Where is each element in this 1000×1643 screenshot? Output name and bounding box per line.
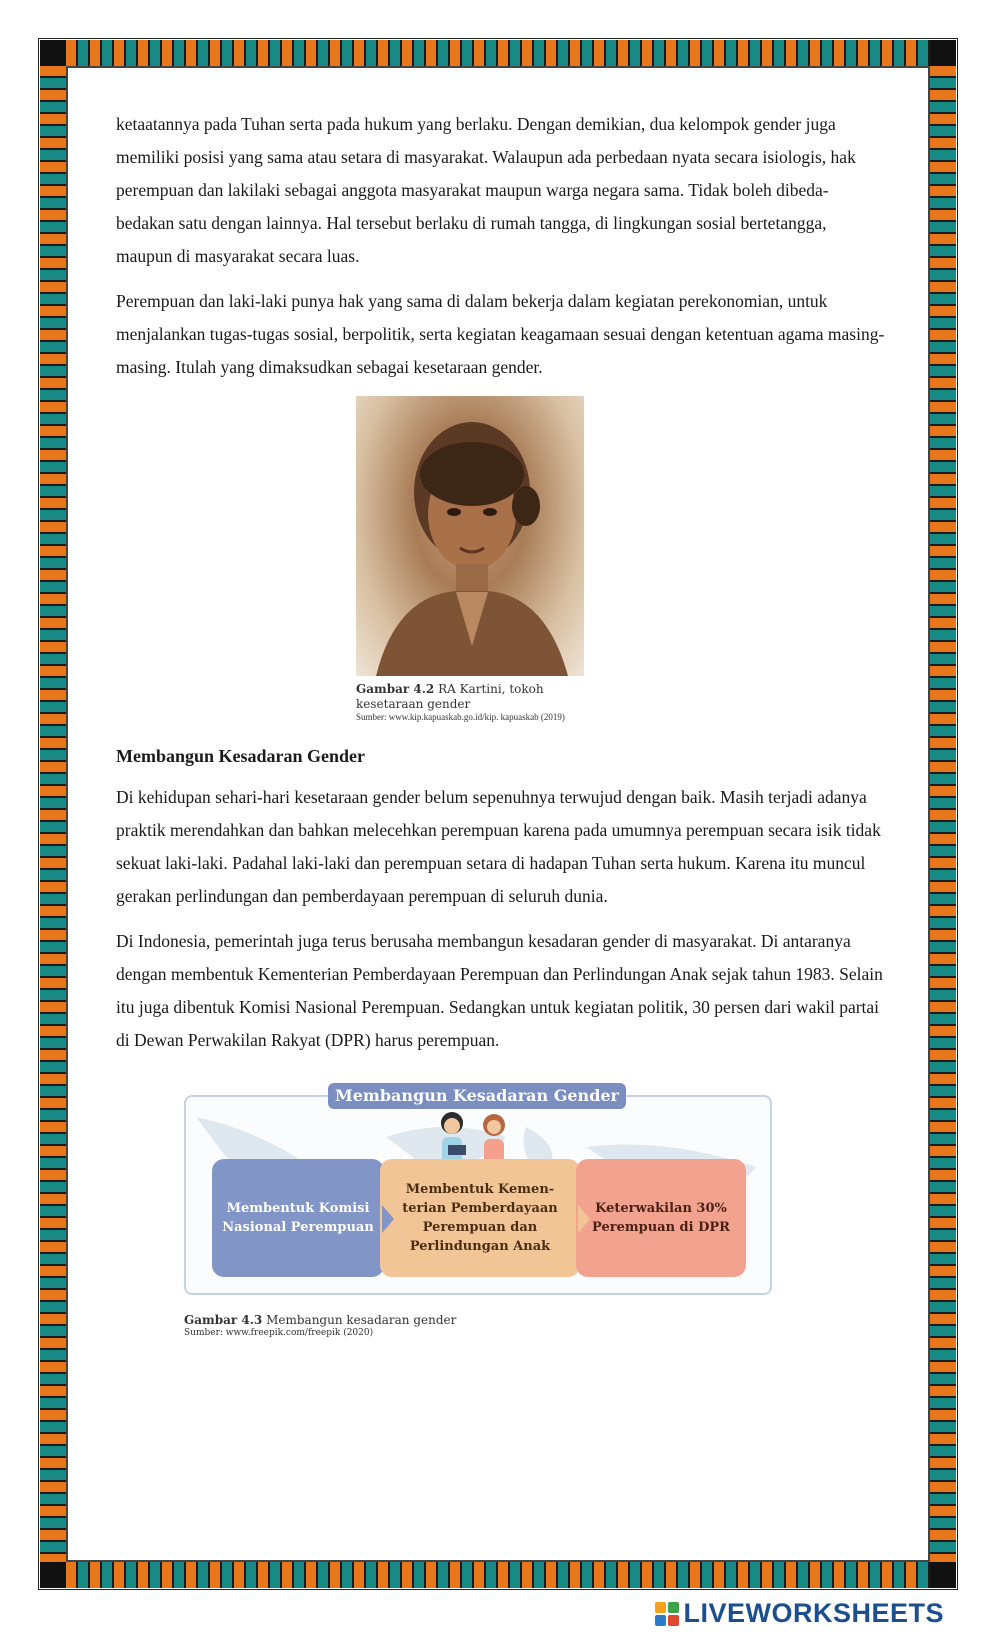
arrow-right-icon	[578, 1205, 590, 1233]
figure1-source: Sumber: www.kip.kapuaskab.go.id/kip. kapuaskab (2019)	[356, 712, 565, 722]
liveworksheets-watermark[interactable]	[655, 1598, 944, 1629]
kartini-portrait	[356, 396, 584, 676]
card-kementerian: Membentuk Kemen- terian Pemberdayaan Perempuan dan Perlindungan Anak	[380, 1159, 580, 1277]
liveworksheets-logo-icon	[655, 1602, 679, 1626]
border-left	[40, 66, 66, 1562]
page-content	[116, 108, 886, 1338]
corner-top-left	[40, 40, 66, 66]
figure1-label: Gambar 4.2	[356, 682, 435, 696]
figure2-caption	[184, 1313, 774, 1339]
paragraph-4: Di Indonesia, pemerintah juga terus berusaha membangun kesadaran gender di masyarakat. Di antaranya dengan membentuk Kementerian Pemberdayaan Perempuan dan Perlindungan Anak sejak tahun 1983. Selain itu juga dibentuk Komisi Nasional Perempuan. Sedangkan untuk kegiatan politik, 30 persen dari wakil partai di Dewan Perwakilan Rakyat (DPR) harus perempuan.	[116, 931, 883, 1050]
paragraph-3: Di kehidupan sehari-hari kesetaraan gender belum sepenuhnya terwujud dengan baik. Masih terjadi adanya praktik merendahkan dan bahkan melecehkan perempuan karena pada umumnya perempuan secara isik tidak sekuat laki-laki. Padahal laki-laki dan perempuan setara di hadapan Tuhan serta hukum. Karena itu muncul gerakan perlindungan dan pemberdayaan perempuan di seluruh dunia.	[116, 787, 881, 906]
corner-bottom-left	[40, 1562, 66, 1588]
figure1-caption	[356, 682, 586, 712]
border-right	[930, 66, 956, 1562]
women-illustration-icon	[428, 1107, 524, 1167]
figure1-caption-text: RA Kartini, tokoh kesetaraan gender	[356, 682, 544, 711]
section-heading: Membangun Kesadaran Gender	[116, 746, 366, 766]
border-bottom	[66, 1562, 930, 1588]
corner-bottom-right	[930, 1562, 956, 1588]
figure-kartini	[356, 396, 586, 723]
figure2-label: Gambar 4.3	[184, 1313, 263, 1327]
figure2-source: Sumber: www.freepik.com/freepik (2020)	[184, 1328, 374, 1338]
card-komisi-nasional: Membentuk Komisi Nasional Perempuan	[212, 1159, 384, 1277]
arrow-right-icon	[382, 1205, 394, 1233]
border-top	[66, 40, 930, 66]
watermark-text: LIVEWORKSHEETS	[683, 1598, 944, 1628]
figure2-caption-text: Membangun kesadaran gender	[266, 1313, 457, 1327]
infographic	[184, 1079, 774, 1338]
card-keterwakilan-dpr: Keterwakilan 30% Perempuan di DPR	[576, 1159, 746, 1277]
paragraph-2: Perempuan dan laki-laki punya hak yang sama di dalam bekerja dalam kegiatan perekonomian, untuk menjalankan tugas-tugas sosial, berpolitik, serta kegiatan keagamaan sesuai dengan ketentuan agama masing-masing. Itulah yang dimaksudkan sebagai kesetaraan gender.	[116, 291, 885, 377]
infographic-title: Membangun Kesadaran Gender	[328, 1083, 626, 1109]
paragraph-1: ketaatannya pada Tuhan serta pada hukum yang berlaku. Dengan demikian, dua kelompok gender juga memiliki posisi yang sama atau setara di masyarakat. Walaupun ada perbedaan nyata secara isiologis, hak perempuan dan lakilaki sebagai anggota masyarakat maupun warga negara sama. Tidak boleh dibeda-bedakan satu dengan lainnya. Hal tersebut berlaku di rumah tangga, di lingkungan sosial bertetangga, maupun di masyarakat secara luas.	[116, 114, 856, 266]
corner-top-right	[930, 40, 956, 66]
